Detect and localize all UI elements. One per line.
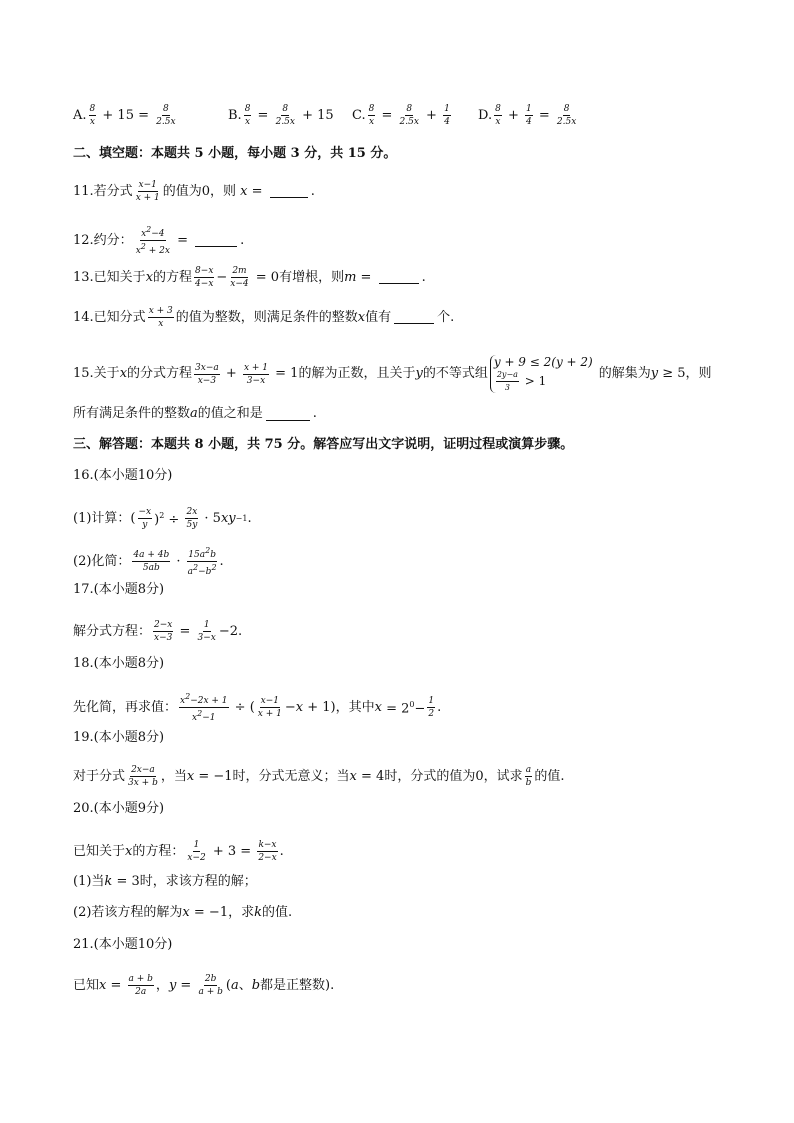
question-14: 14.已知分式 $\frac{x + 3}{x}$ 的值为整数，则满足条件的整数 x 值有 个. [73,306,455,329]
question-11: 11.若分式 $\frac{x-1}{x + 1}$ 的值为0，则 x = . [73,180,315,203]
q20-part2: (2)若该方程的解为 x = −1 ，求 k 的值. [73,905,293,920]
q17-body: 解分式方程： $\frac{2-x}{x-3}$ = $\frac{1}{3-x}$ −2. [73,620,243,643]
q16-part1: (1)计算： ( $\frac{-x}{y}$ )$^2$ ÷ $\frac{2x}{5y}$ · 5 xy −1 . [73,507,252,530]
option-a: A. $\frac{8}{x}$ + 15 = $\frac{8}{2.5x}$ [73,104,176,127]
answer-blank[interactable] [379,271,419,284]
q20-part1: (1)当 k = 3 时，求该方程的解； [73,874,257,889]
option-b: B. $\frac{8}{x}$ = $\frac{8}{2.5x}$ + 15 [228,104,334,127]
inequality-system: y + 9 ≤ 2(y + 2) $\frac{2y-a}{3}$ > 1 [490,355,593,393]
q20-heading: 20.(本小题9分) [73,801,165,816]
section-3-heading: 三、解答题：本题共 8 小题，共 75 分。解答应写出文字说明，证明过程或演算步骤。 [73,437,574,452]
answer-blank[interactable] [266,408,310,421]
q19-body: 对于分式 $\frac{2x-a}{3x + b}$ ，当 x = −1 时，分式无意义；当 x = 4 时，分式的值为0，试求 $\frac{a}{b}$ 的值. [73,765,565,788]
question-15-line2: 所有满足条件的整数 a 的值之和是 . [73,406,317,421]
q17-heading: 17.(本小题8分) [73,582,165,597]
q20-body: 已知关于 x 的方程： $\frac{1}{x-2}$ + 3 = $\frac{k-x}{2-x}$ . [73,840,284,863]
q21-body: 已知 x = $\frac{a + b}{2a}$ ， y = $\frac{2b}{a + b}$ ( a 、 b 都是正整数). [73,974,335,997]
q16-part2: (2)化简： $\frac{4a + 4b}{5ab}$ · $\frac{15a^2b}{a^2-b^2}$ . [73,546,224,577]
question-13: 13.已知关于 x 的方程 $\frac{8-x}{4-x}$ − $\frac{2m}{x-4}$ = 0 有增根，则 m = . [73,266,426,289]
q21-heading: 21.(本小题10分) [73,937,173,952]
option-d: D. $\frac{8}{x}$ + $\frac{1}{4}$ = $\frac{8}{2.5x}$ [478,104,577,127]
q18-heading: 18.(本小题8分) [73,656,165,671]
answer-blank[interactable] [195,234,237,247]
q19-heading: 19.(本小题8分) [73,730,165,745]
option-c: C. $\frac{8}{x}$ = $\frac{8}{2.5x}$ + $\frac{1}{4}$ [352,104,450,127]
question-15: 15.关于 x 的分式方程 $\frac{3x-a}{x-3}$ + $\frac{x + 1}{3-x}$ = 1 的解为正数，且关于 y 的不等式组 y + 9 ≤ 2(y + 2) $\frac{2y-a}{3}$ > 1 的解集为 y ≥ 5 ，则 [73,355,712,392]
section-2-heading: 二、填空题：本题共 5 小题，每小题 3 分，共 15 分。 [73,146,397,161]
answer-blank[interactable] [394,311,434,324]
q16-heading: 16.(本小题10分) [73,468,173,483]
question-12: 12.约分： $\frac{x^2-4}{x^2 + 2x}$ = . [73,225,245,256]
answer-blank[interactable] [270,185,308,198]
q18-body: 先化简，再求值： $\frac{x^2-2x + 1}{x^2-1}$ ÷ ( $\frac{x-1}{x + 1}$ − x + 1) ，其中 x = $2^0-$ $\frac{1}{2}$ . [73,692,442,723]
